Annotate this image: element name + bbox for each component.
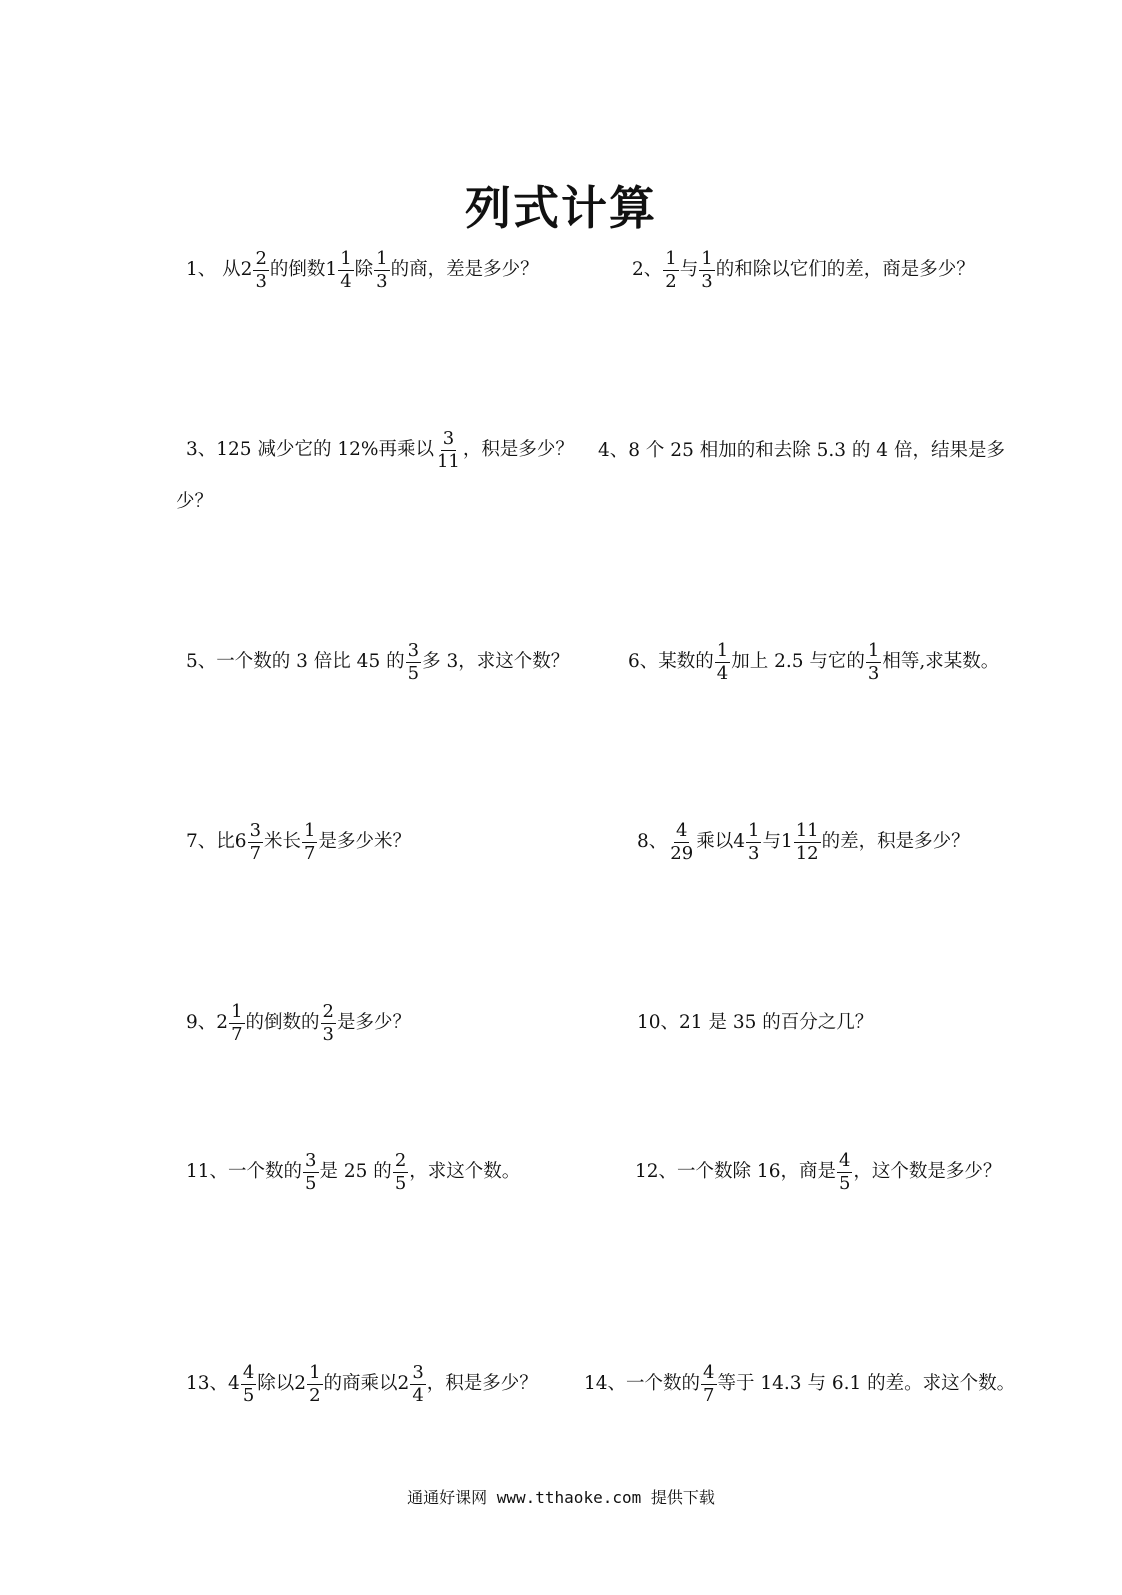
question-text: 的倒数的 bbox=[245, 1012, 320, 1034]
numerator: 4 bbox=[838, 1150, 851, 1171]
question-6 bbox=[628, 642, 999, 683]
question-text: 的差，积是多少？ bbox=[821, 831, 970, 853]
fraction bbox=[663, 250, 678, 291]
numerator: 1 bbox=[716, 640, 729, 661]
question-2 bbox=[632, 250, 975, 291]
denominator: 12 bbox=[795, 843, 819, 864]
fraction bbox=[701, 1364, 716, 1405]
question-3 bbox=[186, 430, 574, 471]
fraction bbox=[699, 250, 714, 291]
question-text: 的倒数 bbox=[269, 259, 326, 281]
whole-number: 1 bbox=[780, 831, 793, 853]
question-text: 是多少米？ bbox=[318, 831, 411, 853]
numerator: 3 bbox=[249, 820, 262, 841]
question-text: 是 25 的 bbox=[319, 1161, 392, 1183]
question-text: 与 bbox=[762, 831, 781, 853]
fraction bbox=[307, 1364, 322, 1405]
question-text: 的和除以它们的差，商是多少？ bbox=[715, 259, 975, 281]
fraction bbox=[374, 250, 389, 291]
fraction bbox=[794, 822, 821, 863]
denominator: 5 bbox=[394, 1173, 407, 1194]
question-text: 9、 bbox=[186, 1012, 217, 1034]
numerator: 1 bbox=[376, 248, 388, 269]
question-text: 3、125 减少它的 12%再乘以 bbox=[186, 439, 434, 461]
question-1 bbox=[186, 250, 539, 291]
denominator: 3 bbox=[867, 663, 880, 684]
denominator: 7 bbox=[703, 1385, 715, 1406]
denominator: 5 bbox=[838, 1173, 851, 1194]
numerator: 1 bbox=[309, 1362, 321, 1383]
fraction bbox=[303, 1152, 318, 1193]
numerator: 3 bbox=[407, 640, 420, 661]
question-text: 4、8 个 25 相加的和去除 5.3 的 4 倍，结果是多 bbox=[598, 440, 1005, 461]
denominator: 7 bbox=[304, 843, 316, 864]
fraction bbox=[668, 822, 695, 863]
question-8 bbox=[637, 822, 970, 863]
question-text: 多 3，求这个数？ bbox=[422, 651, 570, 673]
denominator: 7 bbox=[231, 1024, 243, 1045]
fraction bbox=[435, 430, 462, 471]
numerator: 1 bbox=[665, 248, 677, 269]
denominator: 3 bbox=[322, 1024, 334, 1045]
question-4 bbox=[598, 442, 1005, 461]
question-4-continuation: 少？ bbox=[176, 491, 214, 512]
numerator: 1 bbox=[340, 248, 352, 269]
numerator: 1 bbox=[304, 820, 316, 841]
question-text: 与 bbox=[679, 259, 699, 281]
question-text: 乘以 bbox=[696, 831, 734, 853]
denominator: 3 bbox=[255, 271, 267, 292]
denominator: 4 bbox=[716, 663, 729, 684]
question-7 bbox=[186, 822, 411, 863]
fraction bbox=[715, 642, 730, 683]
fraction bbox=[866, 642, 881, 683]
question-text: 12、一个数除 16，商是 bbox=[635, 1161, 836, 1183]
denominator: 4 bbox=[412, 1385, 424, 1406]
numerator: 1 bbox=[701, 248, 713, 269]
question-text: 加上 2.5 与它的 bbox=[731, 651, 865, 673]
numerator: 2 bbox=[322, 1001, 334, 1022]
denominator: 2 bbox=[309, 1385, 321, 1406]
numerator: 2 bbox=[255, 248, 267, 269]
denominator: 5 bbox=[407, 663, 420, 684]
denominator: 3 bbox=[701, 271, 713, 292]
question-text: 5、一个数的 3 倍比 45 的 bbox=[186, 651, 405, 673]
question-text: ，求这个数。 bbox=[409, 1161, 521, 1183]
whole-number: 6 bbox=[234, 831, 247, 853]
numerator: 1 bbox=[867, 640, 880, 661]
question-text: 等于 14.3 与 6.1 的差。求这个数。 bbox=[717, 1373, 1016, 1395]
fraction bbox=[321, 1003, 336, 1044]
denominator: 11 bbox=[436, 451, 460, 472]
question-text: ，这个数是多少？ bbox=[853, 1161, 1002, 1183]
question-14 bbox=[584, 1364, 1015, 1405]
fraction bbox=[837, 1152, 852, 1193]
question-text: 是多少？ bbox=[336, 1012, 411, 1034]
question-text: 的商乘以 bbox=[323, 1373, 398, 1395]
numerator: 4 bbox=[703, 1362, 715, 1383]
question-text: 米长 bbox=[264, 831, 302, 853]
question-9 bbox=[186, 1003, 411, 1044]
question-text: 14、一个数的 bbox=[584, 1373, 701, 1395]
numerator: 3 bbox=[412, 1362, 424, 1383]
page-title: 列式计算 bbox=[465, 181, 657, 235]
numerator: 4 bbox=[242, 1362, 255, 1383]
fraction bbox=[248, 822, 263, 863]
whole-number: 4 bbox=[228, 1373, 240, 1395]
whole-number: 4 bbox=[733, 831, 745, 853]
question-13 bbox=[186, 1364, 538, 1405]
question-text: 2、 bbox=[632, 259, 663, 281]
fraction bbox=[406, 642, 421, 683]
fraction bbox=[410, 1364, 425, 1405]
question-11 bbox=[186, 1152, 520, 1193]
numerator: 3 bbox=[442, 428, 455, 449]
question-text: 相等,求某数。 bbox=[882, 651, 1000, 673]
denominator: 5 bbox=[305, 1173, 317, 1194]
denominator: 29 bbox=[670, 843, 694, 864]
question-text: 8、 bbox=[637, 831, 668, 853]
question-text: 除以 bbox=[257, 1373, 295, 1395]
question-text: 6、某数的 bbox=[628, 651, 714, 673]
denominator: 3 bbox=[376, 271, 388, 292]
denominator: 5 bbox=[242, 1385, 255, 1406]
numerator: 11 bbox=[795, 820, 819, 841]
numerator: 2 bbox=[394, 1150, 407, 1171]
question-text: ，积是多少？ bbox=[462, 439, 574, 461]
question-text: ，积是多少？ bbox=[426, 1373, 538, 1395]
fraction bbox=[302, 822, 317, 863]
numerator: 4 bbox=[676, 820, 688, 841]
question-text: 10、21 是 35 的百分之几？ bbox=[637, 1012, 874, 1033]
fraction bbox=[338, 250, 353, 291]
whole-number: 2 bbox=[216, 1012, 229, 1034]
fraction bbox=[253, 250, 268, 291]
numerator: 3 bbox=[305, 1150, 317, 1171]
fraction bbox=[393, 1152, 408, 1193]
denominator: 2 bbox=[665, 271, 677, 292]
question-text: 11、一个数的 bbox=[186, 1161, 303, 1183]
question-10 bbox=[637, 1014, 873, 1033]
numerator: 1 bbox=[747, 820, 760, 841]
question-text: 13、 bbox=[186, 1373, 229, 1395]
question-12 bbox=[635, 1152, 1001, 1193]
whole-number: 1 bbox=[325, 259, 338, 281]
denominator: 3 bbox=[747, 843, 760, 864]
footer-source: 通通好课网 www.tthaoke.com 提供下载 bbox=[407, 1488, 715, 1507]
whole-number: 2 bbox=[397, 1373, 410, 1395]
whole-number: 2 bbox=[240, 259, 253, 281]
fraction bbox=[241, 1364, 256, 1405]
fraction bbox=[229, 1003, 244, 1044]
question-text: 除 bbox=[354, 259, 374, 281]
numerator: 1 bbox=[231, 1001, 243, 1022]
denominator: 7 bbox=[249, 843, 262, 864]
denominator: 4 bbox=[340, 271, 352, 292]
question-text: 1、 从 bbox=[186, 259, 241, 281]
question-5 bbox=[186, 642, 569, 683]
question-text: 7、比 bbox=[186, 831, 235, 853]
whole-number: 2 bbox=[294, 1373, 307, 1395]
question-text: 的商，差是多少？ bbox=[390, 259, 539, 281]
fraction bbox=[746, 822, 761, 863]
